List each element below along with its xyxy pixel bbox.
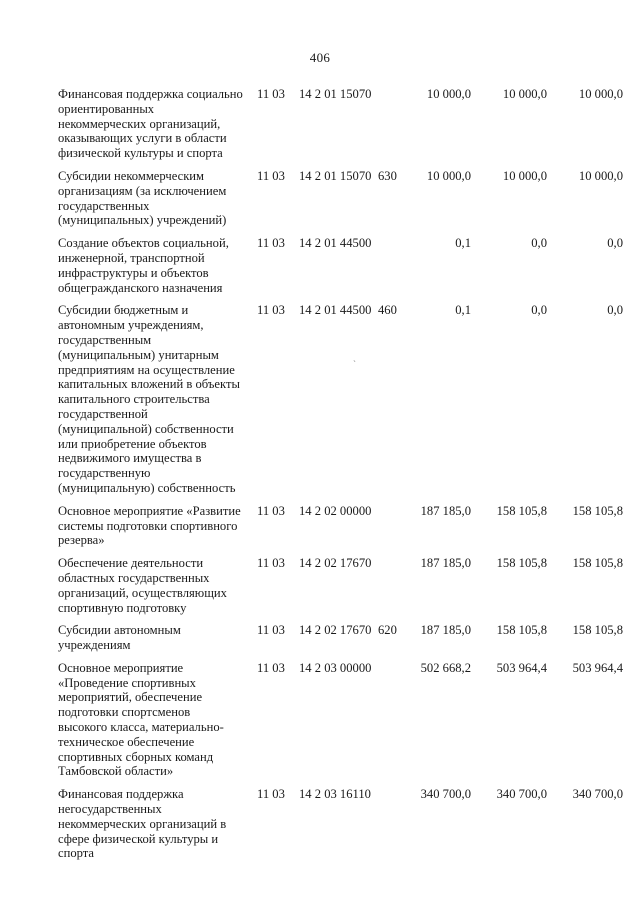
- row-target-article: 14 2 02 17670: [299, 623, 372, 638]
- row-value-2: 10 000,0: [502, 87, 547, 101]
- table-row: [58, 787, 628, 861]
- row-value-1: 187 185,0: [420, 623, 471, 638]
- row-value-1: 10 000,0: [426, 87, 471, 101]
- row-section: 11 03: [257, 623, 285, 638]
- row-value-1: 0,1: [455, 303, 471, 318]
- row-name: Субсидии некоммерческим организациям (за исключением государственных (муниципальных) учреждений): [58, 168, 227, 228]
- row-value-3: 503 964,4: [572, 660, 623, 675]
- row-value-2: 0,0: [531, 303, 547, 318]
- row-value-3: 158 105,8: [572, 503, 623, 518]
- row-name: Субсидии бюджетным и автономным учреждениям, государственным (муниципальным) унитарным предприятиям на осуществление капитальных вложений в объекты капитального строительства государственной (муниципальной) собственности или приобретение объектов недвижимого имущества в государственную (муниципальную) собственность: [58, 303, 240, 495]
- row-name: Субсидии автономным учреждениям: [58, 623, 181, 653]
- row-target-article: 14 2 03 16110: [299, 787, 371, 802]
- row-section: 11 03: [257, 660, 285, 675]
- row-value-2: 10 000,0: [502, 168, 547, 183]
- row-value-3: 10 000,0: [578, 168, 623, 183]
- budget-table: [58, 87, 628, 861]
- page-number: 406: [309, 50, 331, 65]
- row-target-article: 14 2 02 17670: [299, 556, 372, 571]
- row-target-article: 14 2 03 00000: [299, 660, 372, 675]
- row-value-1: 340 700,0: [420, 787, 471, 802]
- row-expense-type: 620: [378, 623, 397, 638]
- row-name: Основное мероприятие «Развитие системы подготовки спортивного резерва»: [58, 503, 241, 548]
- row-target-article: 14 2 01 15070: [299, 87, 372, 101]
- row-value-2: 158 105,8: [496, 503, 547, 518]
- row-target-article: 14 2 02 00000: [299, 503, 372, 518]
- row-value-2: 0,0: [531, 236, 547, 251]
- row-value-2: 158 105,8: [496, 556, 547, 571]
- table-row: [58, 556, 628, 615]
- row-value-3: 0,0: [607, 236, 623, 251]
- row-value-1: 502 668,2: [420, 660, 471, 675]
- table-row: [58, 661, 628, 779]
- row-value-3: 10 000,0: [578, 87, 623, 101]
- row-value-3: 340 700,0: [572, 787, 623, 802]
- row-section: 11 03: [257, 236, 285, 251]
- row-section: 11 03: [257, 303, 285, 318]
- scan-speck: ˏ: [353, 352, 356, 362]
- table-row: [58, 236, 628, 295]
- row-value-3: 158 105,8: [572, 623, 623, 638]
- row-value-1: 187 185,0: [420, 503, 471, 518]
- table-row: [58, 87, 628, 161]
- row-value-1: 0,1: [455, 236, 471, 251]
- row-value-1: 187 185,0: [420, 556, 471, 571]
- row-section: 11 03: [257, 87, 285, 101]
- row-name: Финансовая поддержка социально ориентированных некоммерческих организаций, оказывающих услуги в области физической культуры и спорта: [58, 87, 243, 161]
- row-section: 11 03: [257, 787, 285, 802]
- row-expense-type: 460: [378, 303, 397, 318]
- row-target-article: 14 2 01 44500: [299, 303, 372, 318]
- table-row: [58, 504, 628, 548]
- row-value-2: 503 964,4: [496, 660, 547, 675]
- row-name: Обеспечение деятельности областных государственных организаций, осуществляющих спортивную подготовку: [58, 556, 227, 615]
- row-expense-type: 630: [378, 168, 397, 183]
- row-target-article: 14 2 01 15070: [299, 168, 372, 183]
- row-target-article: 14 2 01 44500: [299, 236, 372, 251]
- row-value-1: 10 000,0: [426, 168, 471, 183]
- row-value-3: 0,0: [607, 303, 623, 318]
- row-name: Создание объектов социальной, инженерной, транспортной инфраструктуры и объектов общегражданского назначения: [58, 236, 229, 295]
- table-row: [58, 303, 628, 495]
- row-name: Финансовая поддержка негосударственных некоммерческих организаций в сфере физической культуры и спорта: [58, 787, 227, 861]
- row-section: 11 03: [257, 168, 285, 183]
- table-row: [58, 169, 628, 228]
- row-value-2: 340 700,0: [496, 787, 547, 802]
- table-row: [58, 623, 628, 653]
- row-value-3: 158 105,8: [572, 556, 623, 571]
- row-value-2: 158 105,8: [496, 623, 547, 638]
- row-section: 11 03: [257, 556, 285, 571]
- row-name: Основное мероприятие «Проведение спортивных мероприятий, обеспечение подготовки спортсменов высокого класса, материально- техническое обеспечение спортивных сборных команд Тамбовской области»: [58, 660, 224, 779]
- row-section: 11 03: [257, 503, 285, 518]
